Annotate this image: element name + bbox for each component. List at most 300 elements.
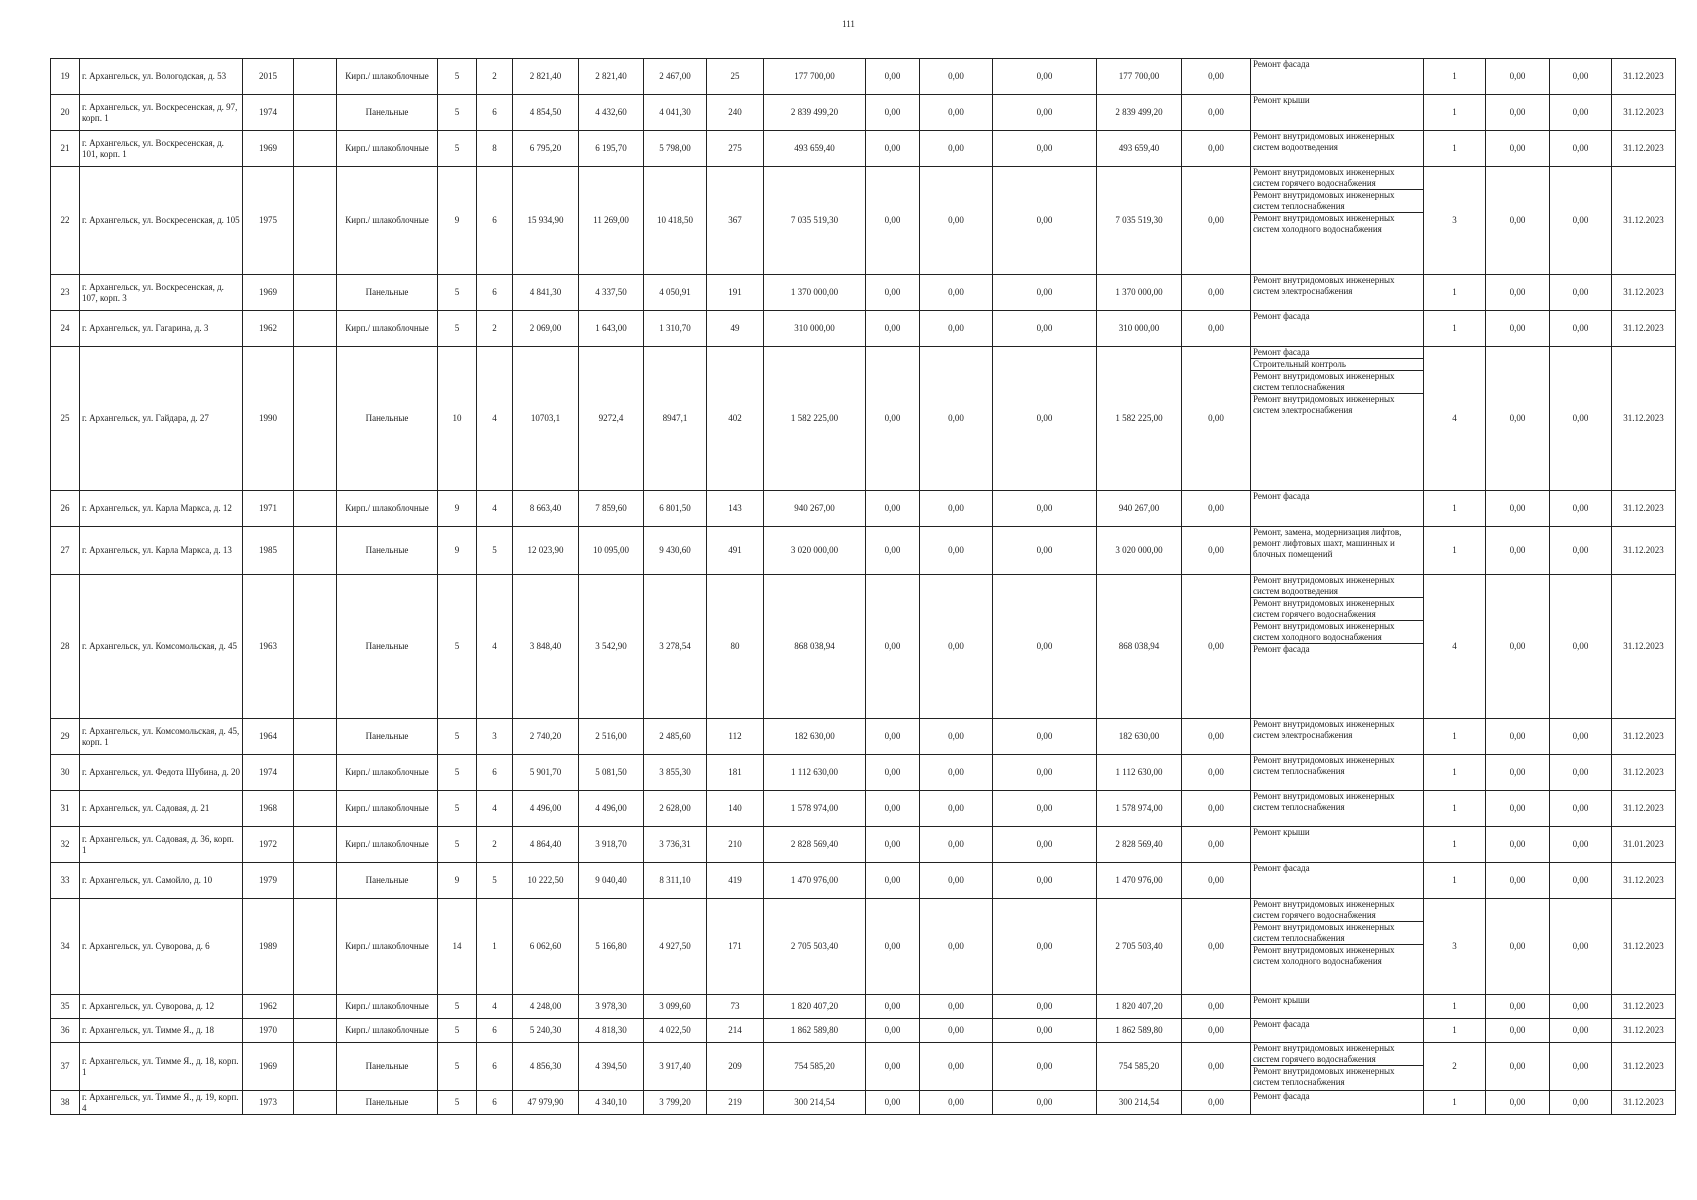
residential-area: 1 310,70 <box>644 311 707 347</box>
fund-regional: 0,00 <box>920 491 993 527</box>
total-area: 8 663,40 <box>513 491 579 527</box>
build-year: 1969 <box>243 275 294 311</box>
fund-regional: 0,00 <box>920 1091 993 1115</box>
unit-cost: 0,00 <box>1486 719 1550 755</box>
build-year: 1973 <box>243 1091 294 1115</box>
works-list <box>1251 167 1423 235</box>
residential-area: 3 099,60 <box>644 995 707 1019</box>
work-item: Ремонт фасада <box>1253 863 1310 873</box>
wall-material: Кирп./ шлакоблочные <box>337 59 438 95</box>
total-cost: 2 705 503,40 <box>764 899 866 995</box>
fund-federal: 0,00 <box>866 995 920 1019</box>
empty-cell <box>294 1091 337 1115</box>
wall-material: Панельные <box>337 275 438 311</box>
empty-cell <box>294 167 337 275</box>
completion-date: 31.12.2023 <box>1612 899 1676 995</box>
fund-local: 0,00 <box>993 791 1097 827</box>
work-item: Ремонт внутридомовых инженерных систем теплоснабжения <box>1251 190 1423 213</box>
row-number: 33 <box>51 863 80 899</box>
works-count: 1 <box>1424 275 1486 311</box>
table-row <box>51 827 1676 863</box>
build-year: 1972 <box>243 827 294 863</box>
fund-owners: 300 214,54 <box>1097 1091 1182 1115</box>
table-row <box>51 131 1676 167</box>
wall-material: Кирп./ шлакоблочные <box>337 1019 438 1043</box>
fund-owners: 1 578 974,00 <box>1097 791 1182 827</box>
fund-local: 0,00 <box>993 863 1097 899</box>
total-cost: 1 862 589,80 <box>764 1019 866 1043</box>
living-area: 3 542,90 <box>579 575 644 719</box>
residents-count: 275 <box>707 131 764 167</box>
fund-other: 0,00 <box>1182 755 1251 791</box>
fund-regional: 0,00 <box>920 347 993 491</box>
works-cell <box>1251 275 1424 311</box>
unit-cost: 0,00 <box>1486 1043 1550 1091</box>
fund-local: 0,00 <box>993 527 1097 575</box>
living-area: 1 643,00 <box>579 311 644 347</box>
living-area: 11 269,00 <box>579 167 644 275</box>
completion-date: 31.12.2023 <box>1612 131 1676 167</box>
residential-area: 3 799,20 <box>644 1091 707 1115</box>
table-row <box>51 275 1676 311</box>
residents-count: 181 <box>707 755 764 791</box>
entrance-count: 2 <box>477 827 513 863</box>
row-number: 28 <box>51 575 80 719</box>
residents-count: 209 <box>707 1043 764 1091</box>
completion-date: 31.12.2023 <box>1612 491 1676 527</box>
row-number: 27 <box>51 527 80 575</box>
fund-federal: 0,00 <box>866 755 920 791</box>
total-cost: 1 582 225,00 <box>764 347 866 491</box>
table-row <box>51 311 1676 347</box>
table-row <box>51 575 1676 719</box>
address: г. Архангельск, ул. Комсомольская, д. 45, корп. 1 <box>80 719 243 755</box>
total-area: 12 023,90 <box>513 527 579 575</box>
empty-cell <box>294 131 337 167</box>
residents-count: 49 <box>707 311 764 347</box>
floor-count: 10 <box>438 347 477 491</box>
living-area: 2 516,00 <box>579 719 644 755</box>
fund-owners: 940 267,00 <box>1097 491 1182 527</box>
fund-federal: 0,00 <box>866 719 920 755</box>
works-cell <box>1251 719 1424 755</box>
works-cell <box>1251 1043 1424 1091</box>
living-area: 4 432,60 <box>579 95 644 131</box>
residents-count: 214 <box>707 1019 764 1043</box>
fund-regional: 0,00 <box>920 1019 993 1043</box>
completion-date: 31.12.2023 <box>1612 755 1676 791</box>
work-item: Ремонт внутридомовых инженерных систем горячего водоснабжения <box>1251 167 1423 190</box>
completion-date: 31.12.2023 <box>1612 275 1676 311</box>
residential-area: 2 485,60 <box>644 719 707 755</box>
residential-area: 2 467,00 <box>644 59 707 95</box>
fund-local: 0,00 <box>993 59 1097 95</box>
empty-cell <box>294 1019 337 1043</box>
fund-federal: 0,00 <box>866 791 920 827</box>
entrance-count: 6 <box>477 1019 513 1043</box>
fund-owners: 182 630,00 <box>1097 719 1182 755</box>
fund-federal: 0,00 <box>866 863 920 899</box>
residents-count: 491 <box>707 527 764 575</box>
total-cost: 300 214,54 <box>764 1091 866 1115</box>
work-item: Ремонт внутридомовых инженерных систем теплоснабжения <box>1253 1066 1395 1087</box>
floor-count: 5 <box>438 59 477 95</box>
fund-federal: 0,00 <box>866 95 920 131</box>
fund-local: 0,00 <box>993 899 1097 995</box>
work-item: Ремонт внутридомовых инженерных систем теплоснабжения <box>1253 791 1395 812</box>
floor-count: 9 <box>438 491 477 527</box>
wall-material: Кирп./ шлакоблочные <box>337 755 438 791</box>
floor-count: 5 <box>438 827 477 863</box>
address: г. Архангельск, ул. Суворова, д. 12 <box>80 995 243 1019</box>
works-cell <box>1251 575 1424 719</box>
entrance-count: 8 <box>477 131 513 167</box>
entrance-count: 4 <box>477 791 513 827</box>
total-area: 5 901,70 <box>513 755 579 791</box>
limit-cost: 0,00 <box>1550 791 1612 827</box>
fund-regional: 0,00 <box>920 755 993 791</box>
limit-cost: 0,00 <box>1550 755 1612 791</box>
fund-regional: 0,00 <box>920 899 993 995</box>
unit-cost: 0,00 <box>1486 863 1550 899</box>
build-year: 1962 <box>243 311 294 347</box>
empty-cell <box>294 863 337 899</box>
total-area: 2 069,00 <box>513 311 579 347</box>
fund-owners: 868 038,94 <box>1097 575 1182 719</box>
entrance-count: 6 <box>477 1091 513 1115</box>
build-year: 1974 <box>243 755 294 791</box>
fund-federal: 0,00 <box>866 311 920 347</box>
fund-federal: 0,00 <box>866 275 920 311</box>
entrance-count: 6 <box>477 755 513 791</box>
fund-federal: 0,00 <box>866 1043 920 1091</box>
work-item: Ремонт внутридомовых инженерных систем водоотведения <box>1251 575 1423 598</box>
residential-area: 9 430,60 <box>644 527 707 575</box>
works-cell <box>1251 527 1424 575</box>
residents-count: 112 <box>707 719 764 755</box>
fund-local: 0,00 <box>993 755 1097 791</box>
works-cell <box>1251 347 1424 491</box>
residents-count: 171 <box>707 899 764 995</box>
works-count: 1 <box>1424 995 1486 1019</box>
works-list <box>1251 899 1423 967</box>
works-list <box>1251 791 1423 813</box>
residents-count: 219 <box>707 1091 764 1115</box>
works-cell <box>1251 95 1424 131</box>
total-area: 10703,1 <box>513 347 579 491</box>
build-year: 1963 <box>243 575 294 719</box>
limit-cost: 0,00 <box>1550 95 1612 131</box>
works-list <box>1251 719 1423 741</box>
limit-cost: 0,00 <box>1550 827 1612 863</box>
build-year: 1975 <box>243 167 294 275</box>
works-list <box>1251 59 1423 70</box>
work-item: Ремонт внутридомовых инженерных систем водоотведения <box>1253 131 1395 152</box>
fund-other: 0,00 <box>1182 1091 1251 1115</box>
residential-area: 10 418,50 <box>644 167 707 275</box>
fund-regional: 0,00 <box>920 827 993 863</box>
address: г. Архангельск, ул. Воскресенская, д. 97, корп. 1 <box>80 95 243 131</box>
fund-owners: 3 020 000,00 <box>1097 527 1182 575</box>
unit-cost: 0,00 <box>1486 167 1550 275</box>
works-count: 1 <box>1424 1091 1486 1115</box>
fund-other: 0,00 <box>1182 719 1251 755</box>
fund-local: 0,00 <box>993 1091 1097 1115</box>
residential-area: 8947,1 <box>644 347 707 491</box>
unit-cost: 0,00 <box>1486 1019 1550 1043</box>
unit-cost: 0,00 <box>1486 131 1550 167</box>
fund-other: 0,00 <box>1182 791 1251 827</box>
build-year: 1974 <box>243 95 294 131</box>
floor-count: 5 <box>438 719 477 755</box>
limit-cost: 0,00 <box>1550 1043 1612 1091</box>
fund-federal: 0,00 <box>866 491 920 527</box>
floor-count: 5 <box>438 275 477 311</box>
row-number: 30 <box>51 755 80 791</box>
fund-owners: 310 000,00 <box>1097 311 1182 347</box>
fund-regional: 0,00 <box>920 1043 993 1091</box>
fund-regional: 0,00 <box>920 167 993 275</box>
work-item: Ремонт фасада <box>1253 1019 1310 1029</box>
fund-regional: 0,00 <box>920 131 993 167</box>
empty-cell <box>294 755 337 791</box>
fund-other: 0,00 <box>1182 131 1251 167</box>
limit-cost: 0,00 <box>1550 719 1612 755</box>
table-row <box>51 1091 1676 1115</box>
completion-date: 31.12.2023 <box>1612 575 1676 719</box>
works-cell <box>1251 1019 1424 1043</box>
works-list <box>1251 527 1423 560</box>
living-area: 4 340,10 <box>579 1091 644 1115</box>
works-list <box>1251 95 1423 106</box>
build-year: 1964 <box>243 719 294 755</box>
empty-cell <box>294 791 337 827</box>
floor-count: 9 <box>438 527 477 575</box>
entrance-count: 5 <box>477 527 513 575</box>
entrance-count: 2 <box>477 311 513 347</box>
total-cost: 493 659,40 <box>764 131 866 167</box>
works-count: 1 <box>1424 827 1486 863</box>
empty-cell <box>294 527 337 575</box>
fund-local: 0,00 <box>993 167 1097 275</box>
table-body <box>51 59 1676 1115</box>
work-item: Ремонт внутридомовых инженерных систем горячего водоснабжения <box>1251 598 1423 621</box>
works-count: 1 <box>1424 131 1486 167</box>
empty-cell <box>294 491 337 527</box>
work-item: Ремонт внутридомовых инженерных систем электроснабжения <box>1253 394 1395 415</box>
build-year: 1979 <box>243 863 294 899</box>
floor-count: 5 <box>438 95 477 131</box>
unit-cost: 0,00 <box>1486 491 1550 527</box>
address: г. Архангельск, ул. Федота Шубина, д. 20 <box>80 755 243 791</box>
total-area: 47 979,90 <box>513 1091 579 1115</box>
total-cost: 754 585,20 <box>764 1043 866 1091</box>
empty-cell <box>294 1043 337 1091</box>
fund-federal: 0,00 <box>866 827 920 863</box>
total-cost: 1 820 407,20 <box>764 995 866 1019</box>
total-area: 4 248,00 <box>513 995 579 1019</box>
works-list <box>1251 755 1423 777</box>
works-list <box>1251 575 1423 655</box>
floor-count: 5 <box>438 1043 477 1091</box>
unit-cost: 0,00 <box>1486 311 1550 347</box>
residential-area: 6 801,50 <box>644 491 707 527</box>
total-area: 4 496,00 <box>513 791 579 827</box>
empty-cell <box>294 95 337 131</box>
wall-material: Кирп./ шлакоблочные <box>337 167 438 275</box>
completion-date: 31.12.2023 <box>1612 1019 1676 1043</box>
limit-cost: 0,00 <box>1550 899 1612 995</box>
empty-cell <box>294 347 337 491</box>
total-cost: 2 839 499,20 <box>764 95 866 131</box>
works-list <box>1251 1091 1423 1102</box>
limit-cost: 0,00 <box>1550 527 1612 575</box>
total-area: 5 240,30 <box>513 1019 579 1043</box>
fund-federal: 0,00 <box>866 131 920 167</box>
unit-cost: 0,00 <box>1486 59 1550 95</box>
living-area: 5 166,80 <box>579 899 644 995</box>
completion-date: 31.12.2023 <box>1612 1043 1676 1091</box>
row-number: 34 <box>51 899 80 995</box>
wall-material: Кирп./ шлакоблочные <box>337 311 438 347</box>
wall-material: Кирп./ шлакоблочные <box>337 827 438 863</box>
fund-owners: 1 820 407,20 <box>1097 995 1182 1019</box>
residential-area: 8 311,10 <box>644 863 707 899</box>
works-list <box>1251 491 1423 502</box>
limit-cost: 0,00 <box>1550 167 1612 275</box>
build-year: 1989 <box>243 899 294 995</box>
fund-other: 0,00 <box>1182 311 1251 347</box>
fund-owners: 2 828 569,40 <box>1097 827 1182 863</box>
fund-local: 0,00 <box>993 275 1097 311</box>
residents-count: 367 <box>707 167 764 275</box>
fund-federal: 0,00 <box>866 899 920 995</box>
total-cost: 2 828 569,40 <box>764 827 866 863</box>
completion-date: 31.12.2023 <box>1612 95 1676 131</box>
row-number: 24 <box>51 311 80 347</box>
address: г. Архангельск, ул. Карла Маркса, д. 13 <box>80 527 243 575</box>
entrance-count: 2 <box>477 59 513 95</box>
fund-local: 0,00 <box>993 491 1097 527</box>
wall-material: Панельные <box>337 347 438 491</box>
fund-regional: 0,00 <box>920 59 993 95</box>
work-item: Ремонт внутридомовых инженерных систем электроснабжения <box>1253 719 1395 740</box>
entrance-count: 3 <box>477 719 513 755</box>
living-area: 4 496,00 <box>579 791 644 827</box>
living-area: 2 821,40 <box>579 59 644 95</box>
floor-count: 14 <box>438 899 477 995</box>
table-row <box>51 95 1676 131</box>
unit-cost: 0,00 <box>1486 347 1550 491</box>
fund-federal: 0,00 <box>866 527 920 575</box>
fund-regional: 0,00 <box>920 719 993 755</box>
fund-other: 0,00 <box>1182 575 1251 719</box>
entrance-count: 4 <box>477 347 513 491</box>
fund-local: 0,00 <box>993 995 1097 1019</box>
limit-cost: 0,00 <box>1550 491 1612 527</box>
unit-cost: 0,00 <box>1486 1091 1550 1115</box>
wall-material: Кирп./ шлакоблочные <box>337 791 438 827</box>
limit-cost: 0,00 <box>1550 311 1612 347</box>
living-area: 5 081,50 <box>579 755 644 791</box>
row-number: 26 <box>51 491 80 527</box>
works-count: 1 <box>1424 755 1486 791</box>
residents-count: 73 <box>707 995 764 1019</box>
entrance-count: 6 <box>477 275 513 311</box>
table-row <box>51 167 1676 275</box>
build-year: 1985 <box>243 527 294 575</box>
entrance-count: 1 <box>477 899 513 995</box>
works-list <box>1251 863 1423 874</box>
fund-regional: 0,00 <box>920 791 993 827</box>
work-item: Ремонт внутридомовых инженерных систем теплоснабжения <box>1253 755 1395 776</box>
residents-count: 240 <box>707 95 764 131</box>
fund-owners: 2 705 503,40 <box>1097 899 1182 995</box>
fund-other: 0,00 <box>1182 527 1251 575</box>
unit-cost: 0,00 <box>1486 995 1550 1019</box>
total-area: 2 821,40 <box>513 59 579 95</box>
fund-regional: 0,00 <box>920 863 993 899</box>
floor-count: 5 <box>438 1091 477 1115</box>
limit-cost: 0,00 <box>1550 1091 1612 1115</box>
residential-area: 3 736,31 <box>644 827 707 863</box>
fund-federal: 0,00 <box>866 347 920 491</box>
residential-area: 3 278,54 <box>644 575 707 719</box>
total-cost: 1 112 630,00 <box>764 755 866 791</box>
completion-date: 31.12.2023 <box>1612 347 1676 491</box>
row-number: 38 <box>51 1091 80 1115</box>
limit-cost: 0,00 <box>1550 1019 1612 1043</box>
total-cost: 7 035 519,30 <box>764 167 866 275</box>
wall-material: Панельные <box>337 575 438 719</box>
unit-cost: 0,00 <box>1486 527 1550 575</box>
living-area: 9272,4 <box>579 347 644 491</box>
table-row <box>51 491 1676 527</box>
build-year: 1969 <box>243 1043 294 1091</box>
total-cost: 868 038,94 <box>764 575 866 719</box>
total-cost: 1 470 976,00 <box>764 863 866 899</box>
unit-cost: 0,00 <box>1486 575 1550 719</box>
total-area: 4 856,30 <box>513 1043 579 1091</box>
address: г. Архангельск, ул. Самойло, д. 10 <box>80 863 243 899</box>
build-year: 1968 <box>243 791 294 827</box>
works-list <box>1251 131 1423 153</box>
unit-cost: 0,00 <box>1486 755 1550 791</box>
fund-regional: 0,00 <box>920 995 993 1019</box>
residential-area: 4 041,30 <box>644 95 707 131</box>
fund-other: 0,00 <box>1182 167 1251 275</box>
residents-count: 210 <box>707 827 764 863</box>
table-row <box>51 1019 1676 1043</box>
fund-local: 0,00 <box>993 311 1097 347</box>
living-area: 4 394,50 <box>579 1043 644 1091</box>
fund-other: 0,00 <box>1182 827 1251 863</box>
wall-material: Панельные <box>337 1043 438 1091</box>
fund-owners: 1 582 225,00 <box>1097 347 1182 491</box>
fund-local: 0,00 <box>993 1019 1097 1043</box>
completion-date: 31.12.2023 <box>1612 311 1676 347</box>
limit-cost: 0,00 <box>1550 863 1612 899</box>
work-item: Ремонт крыши <box>1253 95 1310 105</box>
entrance-count: 4 <box>477 995 513 1019</box>
fund-regional: 0,00 <box>920 527 993 575</box>
limit-cost: 0,00 <box>1550 275 1612 311</box>
empty-cell <box>294 275 337 311</box>
fund-federal: 0,00 <box>866 1019 920 1043</box>
residential-area: 4 927,50 <box>644 899 707 995</box>
work-item: Строительный контроль <box>1251 359 1423 371</box>
work-item: Ремонт фасада <box>1253 1091 1310 1101</box>
